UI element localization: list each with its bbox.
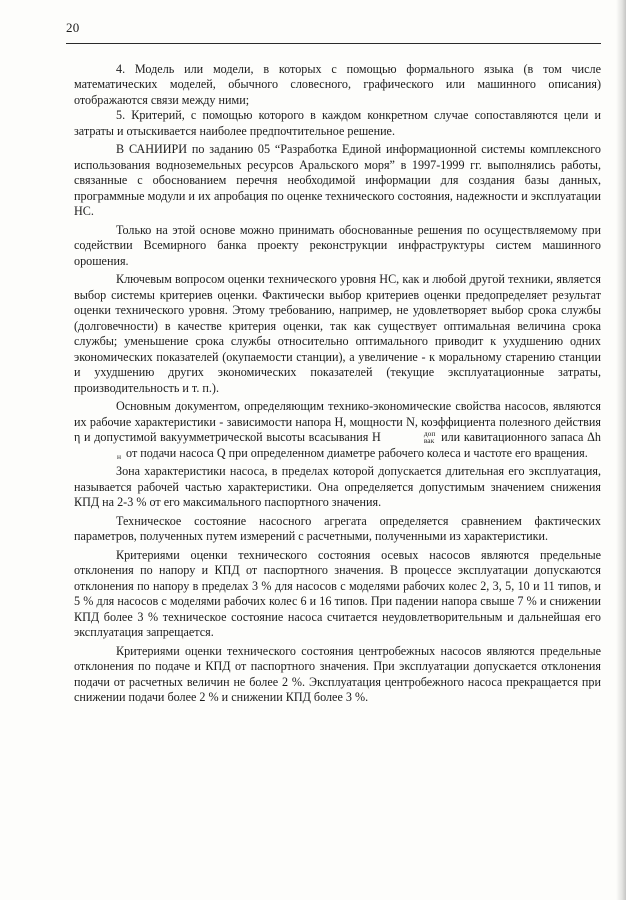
paragraph-criteria-choice: Ключевым вопросом оценки технического уровня НС, как и любой другой техники, является выбор системы критериев оценки. Фактически выбор критериев оценки предопределяет результат оценки технического уровня. Этому требованию, например, не удовлетворяет выбор срока службы (долговечности) в качестве критерия оценки, так как существует оптимальная величина срока службы; уменьшение срока службы относительно оптимального приводит к ухудшению одних экономических показателей (окупаемости станции), а увеличение - к моральному старению станции и ухудшению других экономических показателей (текущие эксплуатационные затраты, производительность и т. п.). [74,272,601,395]
eta-symbol: η [74,430,81,445]
page-number: 20 [66,20,80,35]
page-edge-shadow [616,0,626,900]
superscript: доп [423,429,436,439]
text-run: или кавитационного запаса [437,430,588,445]
paragraph-axial-pumps: Критериями оценки технического состояния осевых насосов являются предельные отклонения по напору и КПД от паспортного значения. В процессе эксплуатации допускаются отклонения по напору в пределах 3 % для насосов с моделями рабочих колес 2, 3, 5, 10 и 11 типов, и 5 % для насосов с моделями рабочих колес 6 и 16 типов. При падении напора свыше 7 % и снижении КПД более 3 % техническое состояние насоса считается неудовлетворительным и дальнейшая его эксплуатация запрещается. [74,547,601,640]
subscript: н [117,451,122,461]
suction-head-symbol [372,430,437,444]
symbol-base: Н [372,430,381,445]
paragraph-saniiri: В САНИИРИ по заданию 05 “Разработка Единой информационной системы комплексного использования водноземельных ресурсов Аральского моря” в 1997-1999 гг. выполнялись работы, связанные с обоснованием перечня необходимой информации для создания базы данных, программные модули и их апробация по оценке технического состояния, надежности и эксплуатации НС. [74,142,601,219]
paragraph-world-bank: Только на этой основе можно принимать обоснованные решения по осуществляемому при содействии Всемирного банка проекту реконструкции инфраструктуры систем машинного орошения. [74,222,601,268]
text-run: Основным документом, определяющим технико-экономические свойства насосов, являются их рабочие характеристики - зависимости напора Н, мощности N, коэффициента полезного действия [74,399,601,429]
text-run: от подачи насоса Q при определенном диаметре рабочего колеса и частоте его вращения. [123,445,588,460]
subscript: вак [423,436,435,446]
header-rule [66,43,601,44]
paragraph-pump-characteristics [74,399,601,461]
paragraph-centrifugal-pumps: Критериями оценки технического состояния центробежных насосов являются предельные отклонения по подаче и КПД от паспортного значения. При эксплуатации допускается отклонения подачи от расчетных величин не более 2 %. Эксплуатация центробежного насоса прекращается при снижении подачи более 2 % и снижении КПД более 3 %. [74,643,601,705]
symbol-indices [75,446,121,460]
list-item-5: 5. Критерий, с помощью которого в каждом конкретном случае сопоставляются цели и затраты и отыскивается наиболее предпочтительное решение. [74,108,601,138]
paragraph-working-zone: Зона характеристики насоса, в пределах которой допускается длительная его эксплуатация, называется рабочей частью характеристики. Она определяется допустимым значением снижения КПД на 2-3 % от его максимального паспортного значения. [74,464,601,510]
list-item-4: 4. Модель или модели, в которых с помощью формального языка (в том числе математических моделей, обычного словесного, графического или машинного описания) отображаются связи между ними; [74,62,601,107]
symbol-base: Δh [587,430,601,445]
superscript [75,446,121,453]
paragraph-technical-state: Техническое состояние насосного агрегата определяется сравнением фактических параметров, полученных путем измерений с расчетными, полученными из характеристики. [74,513,601,544]
page-body [74,62,601,709]
symbol-indices [382,430,436,444]
text-run: и допустимой вакуумметрической высоты всасывания [80,430,373,445]
